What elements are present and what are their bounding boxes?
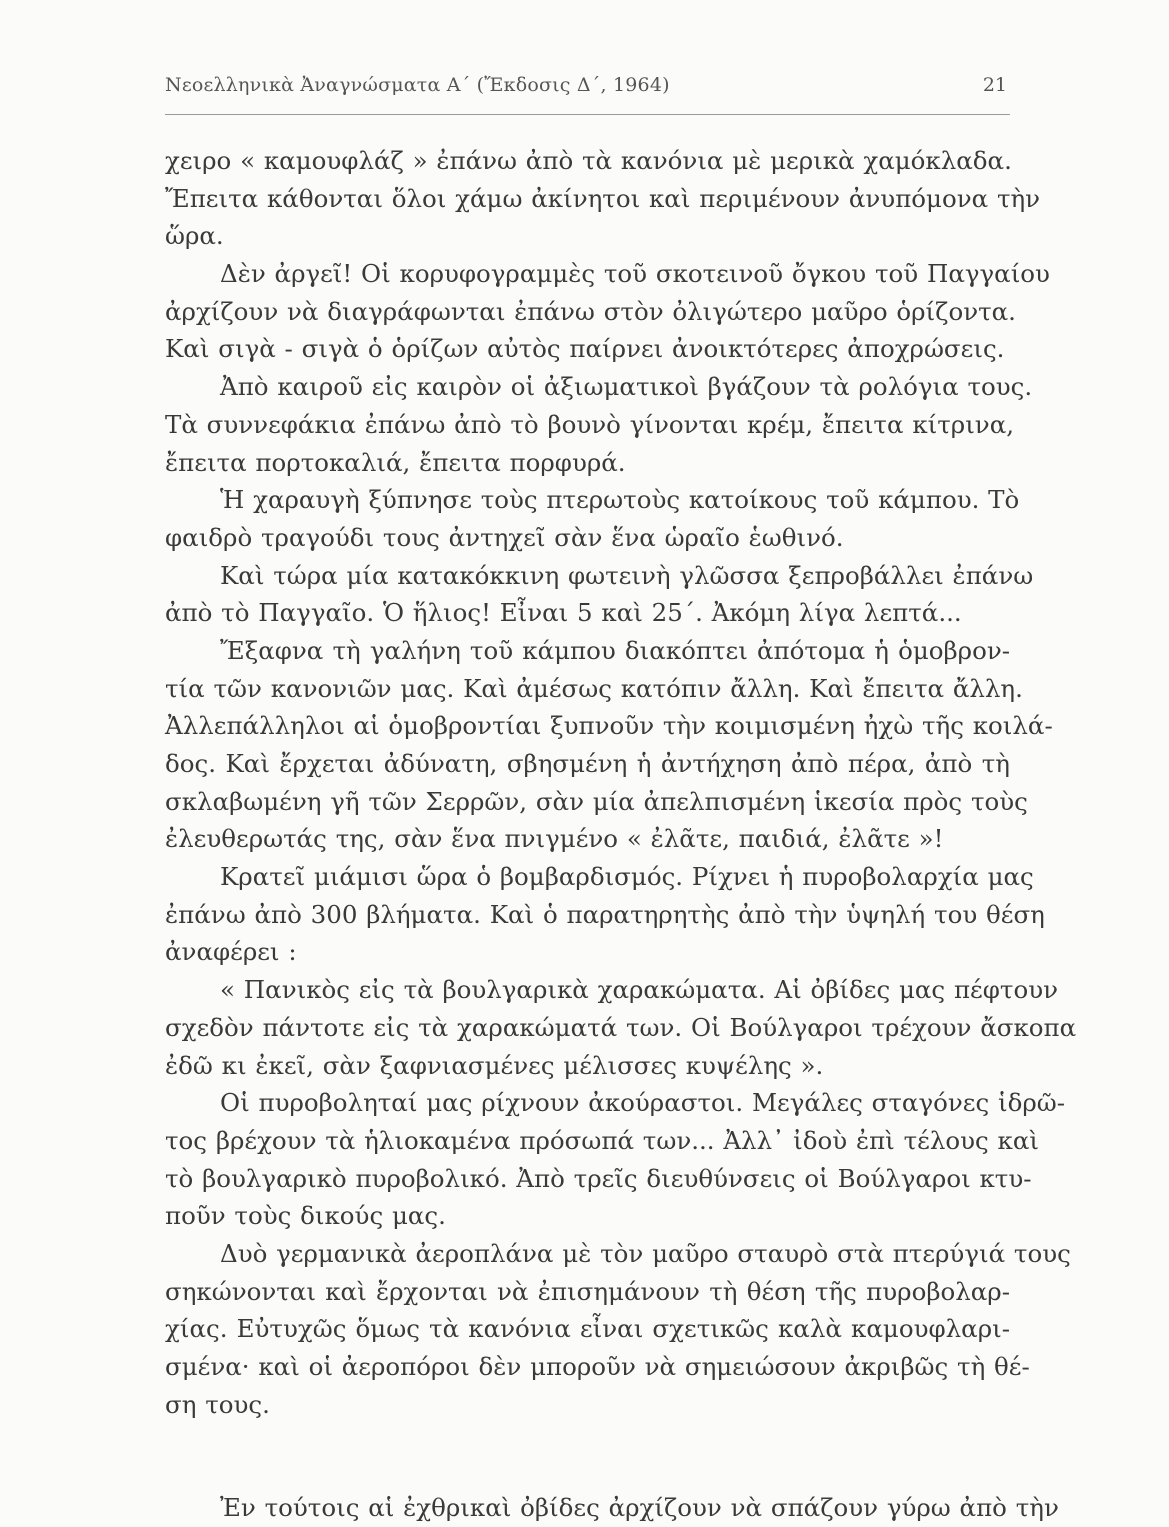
text-line: ἀπὸ τὸ Παγγαῖο. Ὁ ἥλιος! Εἶναι 5 καὶ 25΄. Ἀκόμη λίγα λεπτά... bbox=[165, 598, 962, 628]
text-line: Δὲν ἀργεῖ! Οἱ κορυφογραμμὲς τοῦ σκοτεινοῦ ὄγκου τοῦ Παγγαίου bbox=[220, 259, 1050, 289]
text-line: « Πανικὸς εἰς τὰ βουλγαρικὰ χαρακώματα. Αἱ ὀβίδες μας πέφτουν bbox=[220, 975, 1058, 1005]
text-line: σχεδὸν πάντοτε εἰς τὰ χαρακώματά των. Οἱ Βούλγαροι τρέχουν ἄσκοπα bbox=[165, 1012, 1077, 1042]
text-line: ση τους. bbox=[165, 1389, 270, 1419]
text-line: Ἀλλεπάλληλοι αἱ ὁμοβροντίαι ξυπνοῦν τὴν κοιμισμένη ἠχὼ τῆς κοιλά- bbox=[165, 711, 1053, 741]
text-line: χίας. Εὐτυχῶς ὅμως τὰ κανόνια εἶναι σχετικῶς καλὰ καμουφλαρι- bbox=[165, 1314, 1010, 1344]
text-line: Ἔξαφνα τὴ γαλήνη τοῦ κάμπου διακόπτει ἀπότομα ἡ ὁμοβρον- bbox=[220, 635, 1010, 665]
text-line: ποῦν τοὺς δικούς μας. bbox=[165, 1201, 446, 1231]
text-line: ὥρα. bbox=[165, 221, 224, 251]
text-line: τία τῶν κανονιῶν μας. Καὶ ἀμέσως κατόπιν ἄλλη. Καὶ ἔπειτα ἄλλη. bbox=[165, 673, 1023, 703]
text-line: Ἡ χαραυγὴ ξύπνησε τοὺς πτερωτοὺς κατοίκους τοῦ κάμπου. Τὸ bbox=[220, 485, 1020, 515]
text-line: Ἐν τούτοις αἱ ἐχθρικαὶ ὀβίδες ἀρχίζουν νὰ σπάζουν γύρω ἀπὸ τὴν bbox=[220, 1493, 1059, 1523]
text-line: ἀρχίζουν νὰ διαγράφωνται ἐπάνω στὸν ὀλιγώτερο μαῦρο ὁρίζοντα. bbox=[165, 296, 1016, 326]
text-line: σμένα· καὶ οἱ ἀεροπόροι δὲν μποροῦν νὰ σημειώσουν ἀκριβῶς τὴ θέ- bbox=[165, 1352, 1030, 1381]
running-title: Νεοελληνικὰ Ἀναγνώσματα Α΄ (Ἔκδοσις Δ΄, 1964) bbox=[165, 74, 670, 96]
text-line: Τὰ συννεφάκια ἐπάνω ἀπὸ τὸ βουνὸ γίνονται κρέμ, ἔπειτα κίτρινα, bbox=[165, 409, 1015, 439]
text-line: Καὶ σιγὰ - σιγὰ ὁ ὁρίζων αὐτὸς παίρνει ἀνοικτότερες ἀποχρώσεις. bbox=[165, 334, 1005, 364]
text-line: Καὶ τώρα μία κατακόκκινη φωτεινὴ γλῶσσα ξεπροβάλλει ἐπάνω bbox=[220, 560, 1034, 590]
text-line: ἔπειτα πορτοκαλιά, ἔπειτα πορφυρά. bbox=[165, 447, 626, 477]
text-line: Ἀπὸ καιροῦ εἰς καιρὸν οἱ ἀξιωματικοὶ βγάζουν τὰ ρολόγια τους. bbox=[220, 372, 1033, 402]
text-line: χειρο « καμουφλάζ » ἐπάνω ἀπὸ τὰ κανόνια μὲ μερικὰ χαμόκλαδα. bbox=[165, 146, 1012, 175]
text-line: Κρατεῖ μιάμισι ὥρα ὁ βομβαρδισμός. Ρίχνει ἡ πυροβολαρχία μας bbox=[220, 862, 1034, 892]
text-line: φαιδρὸ τραγούδι τους ἀντηχεῖ σὰν ἕνα ὡραῖο ἑωθινό. bbox=[165, 522, 844, 552]
text-line: ἐπάνω ἀπὸ 300 βλήματα. Καὶ ὁ παρατηρητὴς ἀπὸ τὴν ὑψηλή του θέση bbox=[165, 899, 1045, 929]
text-line: ἀναφέρει : bbox=[165, 937, 297, 967]
text-line: σηκώνονται καὶ ἔρχονται νὰ ἐπισημάνουν τὴ θέση τῆς πυροβολαρ- bbox=[165, 1276, 1010, 1306]
text-line: Οἱ πυροβοληταί μας ρίχνουν ἀκούραστοι. Μεγάλες σταγόνες ἱδρῶ- bbox=[220, 1088, 1065, 1118]
text-line: ἐδῶ κι ἐκεῖ, σὰν ξαφνιασμένες μέλισσες κυψέλης ». bbox=[165, 1050, 824, 1080]
paragraph-gap bbox=[165, 1423, 1010, 1489]
header-divider bbox=[165, 114, 1010, 115]
text-line: τὸ βουλγαρικὸ πυροβολικό. Ἀπὸ τρεῖς διευθύνσεις οἱ Βούλγαροι κτυ- bbox=[165, 1163, 1032, 1193]
text-line: δος. Καὶ ἔρχεται ἀδύνατη, σβησμένη ἡ ἀντήχηση ἀπὸ πέρα, ἀπὸ τὴ bbox=[165, 749, 1010, 778]
body-text bbox=[165, 142, 1077, 1527]
page-header bbox=[165, 74, 1007, 104]
text-line: τος βρέχουν τὰ ἡλιοκαμένα πρόσωπά των... Ἀλλ᾿ ἰδοὺ ἐπὶ τέλους καὶ bbox=[165, 1125, 1039, 1155]
page-number: 21 bbox=[982, 74, 1007, 96]
text-line: Ἔπειτα κάθονται ὅλοι χάμω ἀκίνητοι καὶ περιμένουν ἀνυπόμονα τὴν bbox=[165, 183, 1041, 213]
text-line: Δυὸ γερμανικὰ ἀεροπλάνα μὲ τὸν μαῦρο σταυρὸ στὰ πτερύγιά τους bbox=[220, 1238, 1071, 1268]
text-line: ἐλευθερωτάς της, σὰν ἕνα πνιγμένο « ἐλᾶτε, παιδιά, ἐλᾶτε »! bbox=[165, 824, 944, 854]
text-line: σκλαβωμένη γῆ τῶν Σερρῶν, σὰν μία ἀπελπισμένη ἱκεσία πρὸς τοὺς bbox=[165, 786, 1028, 816]
